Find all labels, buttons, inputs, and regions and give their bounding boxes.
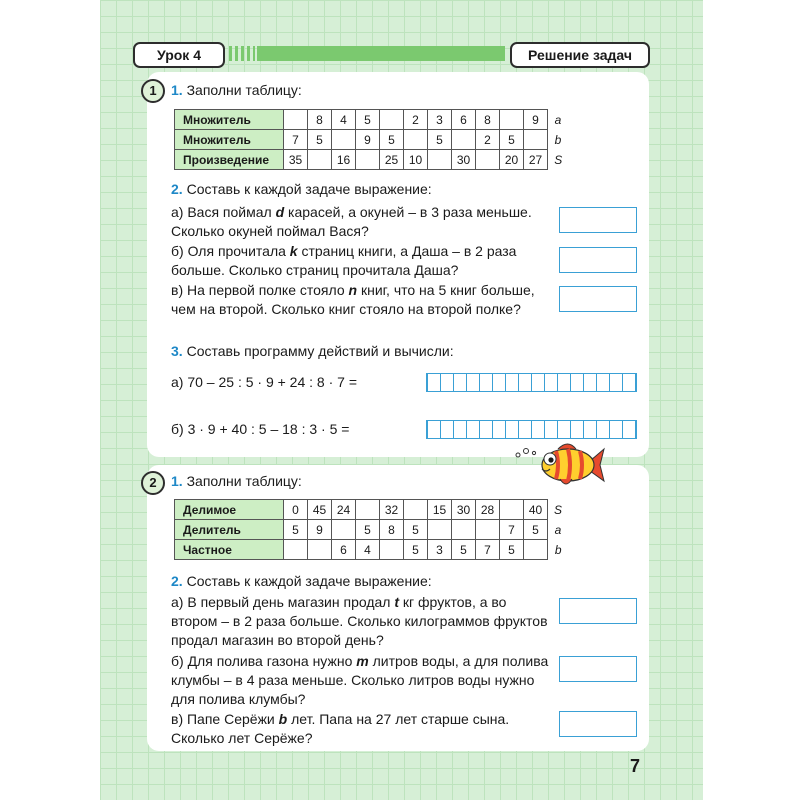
table-cell: 7 [476, 540, 500, 560]
table-cell: 27 [524, 150, 548, 170]
task-1-2-heading: 2. Составь к каждой задаче выражение: [171, 181, 432, 197]
table-cell: 8 [380, 520, 404, 540]
table-cell[interactable] [332, 130, 356, 150]
row-label: Делимое [175, 500, 284, 520]
table-cell: 3 [428, 110, 452, 130]
row-label: Частное [175, 540, 284, 560]
answer-cells-a[interactable] [426, 373, 637, 392]
answer-box-2-a[interactable] [559, 598, 637, 624]
table-row [175, 540, 569, 560]
table-cell: 6 [332, 540, 356, 560]
table-cell: 30 [452, 150, 476, 170]
row-label: Делитель [175, 520, 284, 540]
table-cell: 2 [404, 110, 428, 130]
row-label: Произведение [175, 150, 284, 170]
row-symbol: b [554, 542, 562, 557]
lesson-title: Урок 4 [133, 42, 225, 68]
table-cell[interactable] [404, 500, 428, 520]
table-cell: 3 [428, 540, 452, 560]
table-row [175, 520, 569, 540]
table-cell: 32 [380, 500, 404, 520]
table-cell: 5 [500, 540, 524, 560]
table-cell: 5 [452, 540, 476, 560]
table-cell: 5 [428, 130, 452, 150]
fish-icon [510, 437, 606, 491]
table-cell[interactable] [284, 110, 308, 130]
task-2-2-c: в) Папе Серёжи b лет. Папа на 27 лет старше сына. Сколько лет Серёже? [171, 711, 510, 746]
table-cell[interactable] [380, 110, 404, 130]
answer-box-1-b[interactable] [559, 247, 637, 273]
table-cell: 15 [428, 500, 452, 520]
table-cell: 20 [500, 150, 524, 170]
row-symbol: S [554, 152, 563, 167]
table-cell: 5 [380, 130, 404, 150]
table-cell: 5 [356, 520, 380, 540]
table-cell[interactable] [356, 150, 380, 170]
answer-box-2-b[interactable] [559, 656, 637, 682]
task-1-2-b: б) Оля прочитала k страниц книги, а Даша – в 2 раза больше. Сколько страниц прочитала Даша? [171, 243, 517, 278]
table-cell: 5 [404, 540, 428, 560]
table-cell[interactable] [332, 520, 356, 540]
multiplication-table [174, 109, 569, 170]
task-2-1-heading: 1. Заполни таблицу: [171, 473, 302, 489]
table-cell[interactable] [308, 150, 332, 170]
table-cell: 2 [476, 130, 500, 150]
table-cell: 5 [404, 520, 428, 540]
task-1-2-a: а) Вася поймал d карасей, а окуней – в 3 раза меньше. Сколько окуней поймал Вася? [171, 204, 532, 239]
row-label: Множитель [175, 130, 284, 150]
table-cell: 5 [308, 130, 332, 150]
table-cell: 0 [284, 500, 308, 520]
header-bar [229, 46, 505, 61]
table-cell[interactable] [500, 110, 524, 130]
table-cell[interactable] [452, 130, 476, 150]
table-cell: 45 [308, 500, 332, 520]
expression-b: б) 3 · 9 + 40 : 5 – 18 : 3 · 5 = [171, 421, 350, 437]
table-cell: 7 [284, 130, 308, 150]
row-symbol: a [554, 112, 562, 127]
table-cell: 5 [356, 110, 380, 130]
task-2-2-heading: 2. Составь к каждой задаче выражение: [171, 573, 432, 589]
table-cell: 35 [284, 150, 308, 170]
row-label: Множитель [175, 110, 284, 130]
answer-box-1-a[interactable] [559, 207, 637, 233]
table-cell[interactable] [524, 130, 548, 150]
table-cell: 4 [332, 110, 356, 130]
table-cell: 9 [356, 130, 380, 150]
table-cell: 7 [500, 520, 524, 540]
table-cell[interactable] [452, 520, 476, 540]
table-cell: 8 [476, 110, 500, 130]
table-cell: 5 [524, 520, 548, 540]
table-row [175, 500, 569, 520]
table-cell: 9 [524, 110, 548, 130]
table-cell[interactable] [404, 130, 428, 150]
section-1-badge: 1 [141, 79, 165, 103]
table-cell: 30 [452, 500, 476, 520]
task-1-1-heading: 1. Заполни таблицу: [171, 82, 302, 98]
table-row [175, 150, 569, 170]
answer-box-1-c[interactable] [559, 286, 637, 312]
table-cell: 16 [332, 150, 356, 170]
row-symbol: S [553, 502, 562, 517]
table-cell: 6 [452, 110, 476, 130]
table-cell[interactable] [428, 150, 452, 170]
table-row [175, 130, 569, 150]
table-cell: 9 [308, 520, 332, 540]
table-cell: 4 [356, 540, 380, 560]
table-cell[interactable] [308, 540, 332, 560]
page-number: 7 [630, 756, 641, 776]
topic-title: Решение задач [510, 42, 650, 68]
table-cell: 24 [332, 500, 356, 520]
table-cell: 5 [500, 130, 524, 150]
division-table [174, 499, 569, 560]
table-cell[interactable] [380, 540, 404, 560]
table-cell: 40 [524, 500, 548, 520]
table-cell[interactable] [476, 150, 500, 170]
table-cell: 8 [308, 110, 332, 130]
table-cell[interactable] [356, 500, 380, 520]
table-cell: 25 [380, 150, 404, 170]
table-cell: 28 [476, 500, 500, 520]
table-cell[interactable] [524, 540, 548, 560]
table-cell[interactable] [476, 520, 500, 540]
table-row [175, 110, 569, 130]
task-1-2-c: в) На первой полке стояло n книг, что на 5 книг больше, чем на второй. Сколько книг стояло на второй полке? [171, 282, 535, 317]
table-cell[interactable] [284, 540, 308, 560]
task-2-2-a: а) В первый день магазин продал t кг фруктов, а во втором – в 2 раза больше. Сколько килограммов фруктов продал магазин во второй день? [171, 594, 548, 648]
table-cell[interactable] [500, 500, 524, 520]
row-symbol: a [554, 522, 562, 537]
answer-box-2-c[interactable] [559, 711, 637, 737]
task-1-3-heading: 3. Составь программу действий и вычисли: [171, 343, 454, 359]
task-2-2-b: б) Для полива газона нужно m литров воды, а для полива клумбы – в 4 раза меньше. Сколько литров воды нужно для полива клумбы? [171, 653, 549, 707]
table-cell: 10 [404, 150, 428, 170]
table-cell: 5 [284, 520, 308, 540]
row-symbol: b [554, 132, 562, 147]
expression-a: а) 70 – 25 : 5 · 9 + 24 : 8 · 7 = [171, 374, 358, 390]
table-cell[interactable] [428, 520, 452, 540]
section-2-badge: 2 [141, 471, 165, 495]
